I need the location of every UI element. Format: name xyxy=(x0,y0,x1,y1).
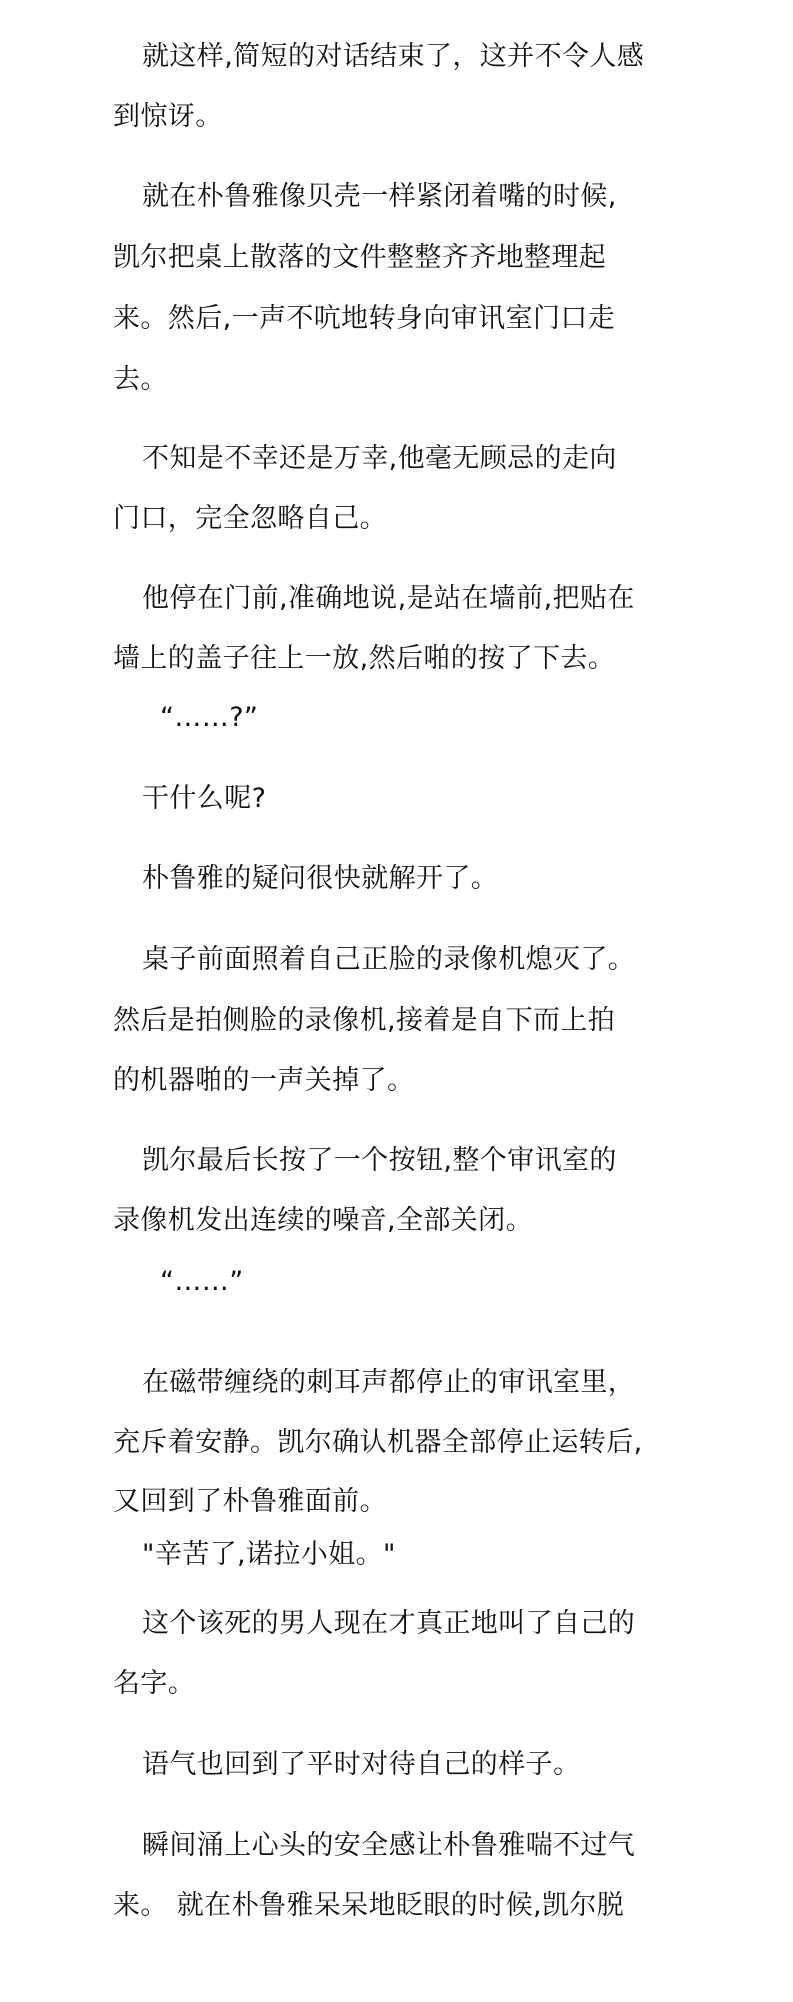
text-line: 的机器啪的一声关掉了。 xyxy=(113,1065,415,1096)
text-line: 又回到了朴鲁雅面前。 xyxy=(113,1486,387,1517)
text-line: 朴鲁雅的疑问很快就解开了。 xyxy=(142,863,499,894)
text-line: 他停在门前,准确地说,是站在墙前,把贴在 xyxy=(142,583,635,614)
text-line: 瞬间涌上心头的安全感让朴鲁雅喘不过气 xyxy=(142,1830,636,1861)
text-line: 干什么呢? xyxy=(142,783,267,814)
text-line: 然后是拍侧脸的录像机,接着是自下而上拍 xyxy=(113,1005,616,1036)
text-line: “……” xyxy=(160,1266,244,1297)
text-line: 墙上的盖子往上一放,然后啪的按了下去。 xyxy=(113,643,616,674)
text-line: 在磁带缠绕的刺耳声都停止的审讯室里， xyxy=(142,1367,636,1398)
text-line: 凯尔把桌上散落的文件整整齐齐地整理起 xyxy=(113,242,607,273)
text-line: 就这样,简短的对话结束了，这并不令人感 xyxy=(142,41,645,72)
text-line: 录像机发出连续的噪音,全部关闭。 xyxy=(113,1205,533,1236)
text-line: 不知是不幸还是万幸,他毫无顾忌的走向 xyxy=(142,443,617,474)
text-line: “……?” xyxy=(160,702,259,733)
text-line: 语气也回到了平时对待自己的样子。 xyxy=(142,1749,581,1780)
text-line: 名字。 xyxy=(113,1668,196,1699)
text-line: 来。 就在朴鲁雅呆呆地眨眼的时候,凯尔脱 xyxy=(113,1890,625,1921)
text-line: 到惊讶。 xyxy=(113,101,223,132)
text-line: 凯尔最后长按了一个按钮,整个审讯室的 xyxy=(142,1145,617,1176)
text-line: 桌子前面照着自己正脸的录像机熄灭了。 xyxy=(142,944,636,975)
text-line: 去。 xyxy=(113,364,168,395)
text-line: 就在朴鲁雅像贝壳一样紧闭着嘴的时候, xyxy=(142,181,617,212)
text-line: 门口，完全忽略自己。 xyxy=(113,503,387,534)
text-line: 这个该死的男人现在才真正地叫了自己的 xyxy=(142,1608,636,1639)
text-line: "辛苦了,诺拉小姐。" xyxy=(142,1539,396,1570)
text-line: 充斥着安静。凯尔确认机器全部停止运转后, xyxy=(113,1427,643,1458)
text-line: 来。然后,一声不吭地转身向审讯室门口走 xyxy=(113,303,616,334)
